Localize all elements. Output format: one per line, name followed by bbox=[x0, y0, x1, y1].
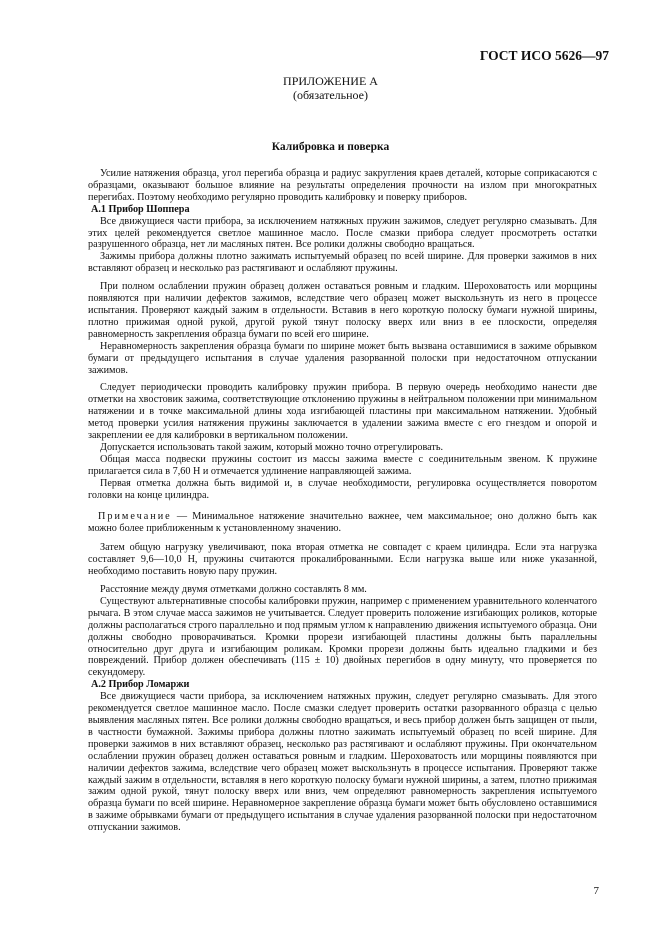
annex-title: ПРИЛОЖЕНИЕ А bbox=[283, 74, 378, 88]
a1-paragraph-3: При полном ослаблении пружин образец должен оставаться ровным и гладким. Шероховатость или морщины появляются при наличии дефектов зажимов, вследствие чего образец может выскользнуть из него в процессе испытания. Проверяют каждый зажим в отдельности. Вставив в него короткую полоску бумаги нужной ширины, плотно прижимая одной рукой, другой рукой тянут полоску вверх или вниз в ее плоскости, определяя равномерность закрепления образца бумаги по всей его ширине. bbox=[88, 281, 597, 340]
document-body bbox=[88, 168, 597, 834]
a1-paragraph-11: Существуют альтернативные способы калибровки пружин, например с применением уравнительного коленчатого рычага. В этом случае масса зажимов не учитывается. Следует проверить положение изгибающих роликов, которые должны располагаться строго параллельно и под прямым углом к направлению движения испытуемого образца. Они должны свободно проворачиваться. Кромки прорези изгибающей пластины должны быть параллельны относительно друг друга и изгибающим роликам. Кромки прорези должны быть идеально гладкими и без повреждений. Прибор должен обеспечивать (115 ± 10) двойных перегибов в одну минуту, что проверяется по секундомеру. bbox=[88, 595, 597, 679]
a1-paragraph-4: Неравномерность закрепления образца бумаги по ширине может быть вызвана оставшимися в зажиме обрывком бумаги от предыдущего испытания в случае удаления разорванной полоски при недостаточном отпускании зажимов. bbox=[88, 340, 597, 376]
standard-code: ГОСТ ИСО 5626—97 bbox=[479, 48, 609, 63]
a1-paragraph-5: Следует периодически проводить калибровку пружин прибора. В первую очередь необходимо нанести две отметки на хвостовик зажима, соответствующие отклонению пружины в нейтральном положении при минимальном натяжении и в точке максимальной длины хода изгибающей пластины при максимальном натяжении. Удобный метод проверки усилия натяжения пружины заключается в удалении зажима вместе с его гнездом и опорой и закреплении ее для калибровки в вертикальном положении. bbox=[88, 382, 597, 442]
section-title: Калибровка и поверка bbox=[271, 141, 390, 153]
a2-heading: А.2 Прибор Ломаржи bbox=[91, 679, 190, 691]
a1-note bbox=[88, 511, 597, 535]
page-number: 7 bbox=[593, 885, 599, 897]
a2-paragraph: Все движущиеся части прибора, за исключением натяжных пружин, следует регулярно смазывать. Для этого рекомендуется светлое машинное масло. После смазки следует проверить остатки разорванного образца с целью выявления масляных пятен. Все ролики должны свободно вращаться, и весь прибор должен быть защищен от пыли, в частности бумажной. Зажимы прибора должны плотно зажимать испытуемый образец по всей ширине. Для проверки зажимов в них вставляют образец, несколько раз растягивают и ослабляют пружины. При окончательном ослаблении пружин образец должен оставаться ровным и гладким. Шероховатость или морщины появляются при наличии дефектов зажима, вследствие чего образец может выскользнуть в процессе испытания. Проверяют также каждый зажим в отдельности, вставляя в него короткую полоску бумаги нужной ширины, а затем, плотно прижимая зажим одной рукой, тянут полоску вверх или вниз, чем определяют равномерность закрепления испытуемого образца бумаги по всей ширине. Неравномерное закрепление образца бумаги может быть обусловлено оставшимися в зажиме обрывками бумаги от предыдущего испытания в случае удаления разорванной полоски при недостаточном отпускании зажимов. bbox=[88, 691, 597, 834]
note-text: — Минимальное натяжение значительно важнее, чем максимальное; оно должно быть как можно более приближенным к установленному значению. bbox=[88, 511, 597, 535]
a1-paragraph-2: Зажимы прибора должны плотно зажимать испытуемый образец по всей ширине. Для проверки зажимов в них вставляют образец и несколько раз растягивают и ослабляют пружины. bbox=[88, 251, 597, 275]
a1-heading: А.1 Прибор Шоппера bbox=[91, 203, 190, 215]
annex-heading bbox=[0, 74, 661, 102]
a1-paragraph-9: Затем общую нагрузку увеличивают, пока вторая отметка не совпадет с краем цилиндра. Если эта нагрузка составляет 9,6—10,0 Н, пружины считаются прокалиброванными. Если нагрузка выше или ниже указанной, необходимо поставить новую пару пружин. bbox=[88, 542, 597, 578]
a1-paragraph-7: Общая масса подвески пружины состоит из массы зажима вместе с соединительным звеном. К пружине прилагается сила в 7,60 Н и отмечается удлинение направляющей зажима. bbox=[88, 453, 597, 477]
a1-paragraph-6: Допускается использовать такой зажим, который можно точно отрегулировать. bbox=[100, 441, 444, 453]
a1-paragraph-1: Все движущиеся части прибора, за исключением натяжных пружин зажимов, следует регулярно смазывать. Для этих целей рекомендуется светлое машинное масло. После смазки прибора следует просмотреть остатки разрушенного образца, нет ли масляных пятен. Все ролики должны свободно вращаться. bbox=[88, 215, 597, 251]
intro-paragraph: Усилие натяжения образца, угол перегиба образца и радиус закругления краев деталей, которые соприкасаются с образцами, оказывают большое влияние на результаты определения прочности на излом при многократных перегибах. Поэтому необходимо регулярно проводить калибровку и поверку приборов. bbox=[88, 168, 597, 203]
annex-status: (обязательное) bbox=[293, 88, 368, 102]
a1-paragraph-8: Первая отметка должна быть видимой и, в случае необходимости, регулировка осуществляется поворотом головки на конце цилиндра. bbox=[88, 477, 597, 501]
a1-paragraph-10: Расстояние между двумя отметками должно составлять 8 мм. bbox=[100, 584, 367, 595]
note-label: Примечание bbox=[98, 511, 172, 523]
